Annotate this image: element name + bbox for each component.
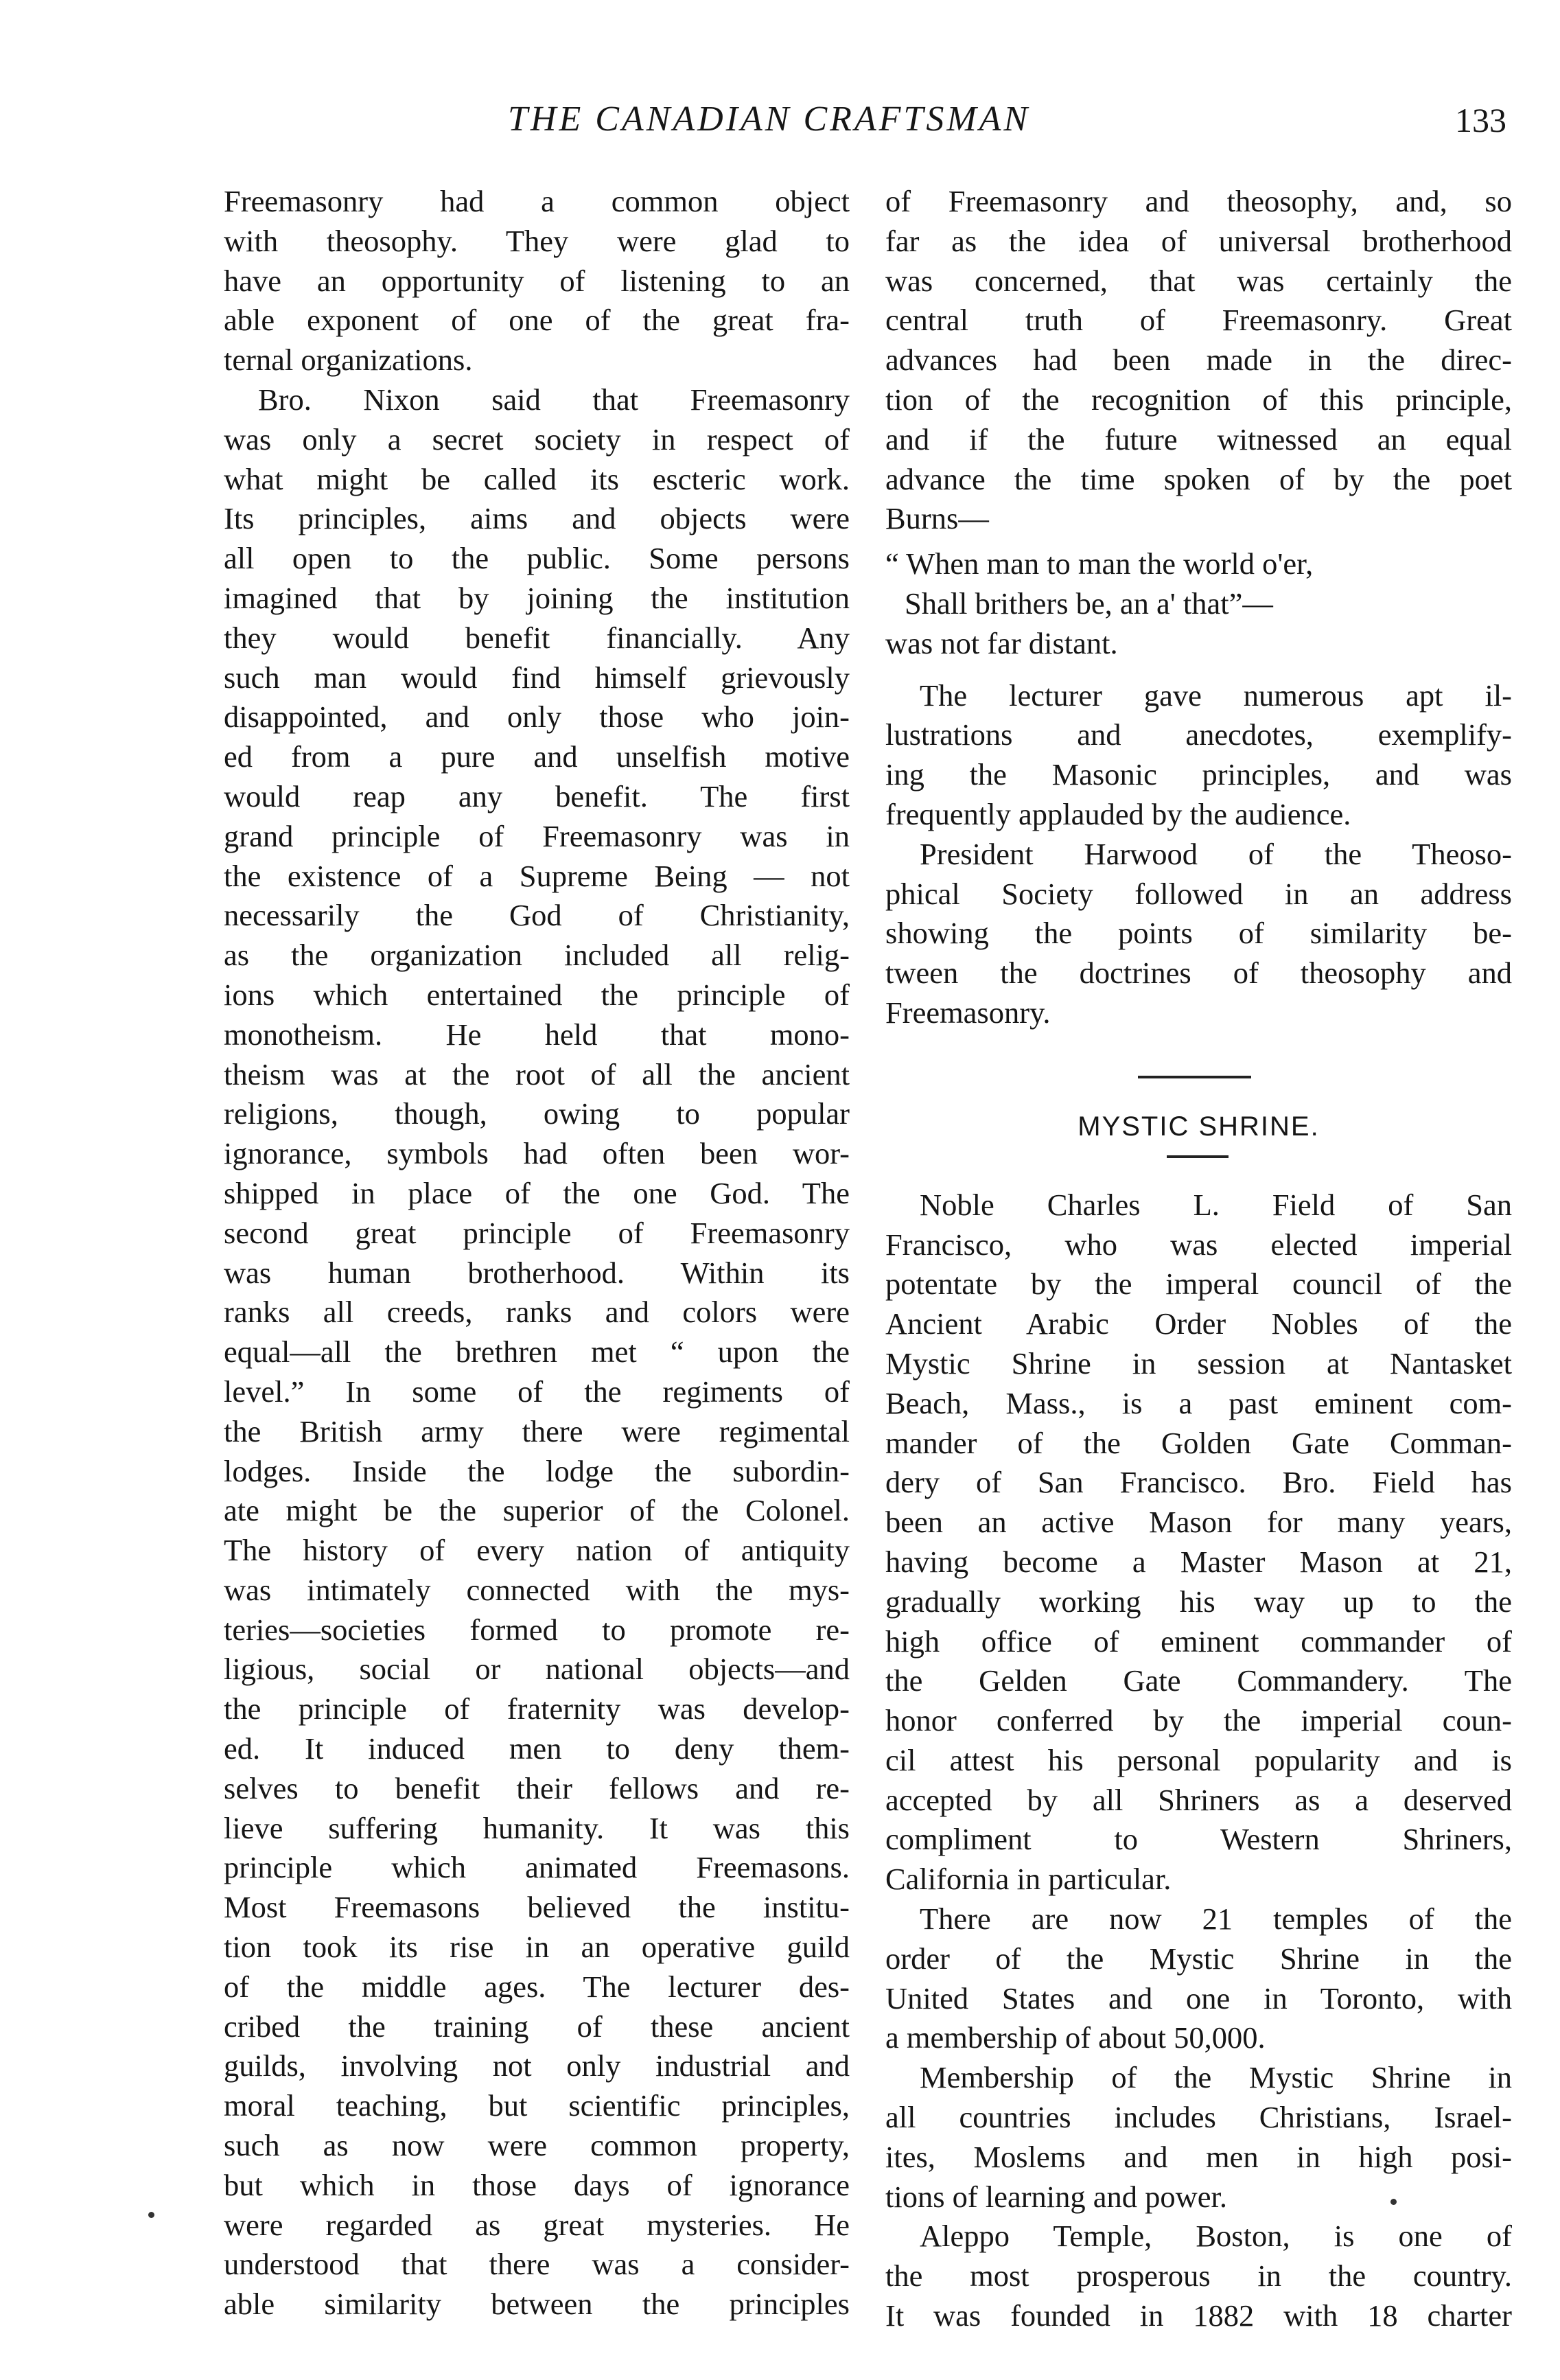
paragraph [885, 1186, 1512, 1899]
text-line: lustrations and anecdotes, exemplify- [885, 717, 1512, 752]
text-line: tions of learning and power. [885, 2179, 1228, 2214]
text-line: necessarily the God of Christianity, [224, 898, 850, 933]
text-line: been an active Mason for many years, [885, 1505, 1512, 1540]
text-line: The history of every nation of antiquity [224, 1533, 850, 1568]
text-line: Mystic Shrine in session at Nantasket [885, 1345, 1512, 1380]
paragraph [885, 624, 1512, 664]
text-line: central truth of Freemasonry. Great [885, 303, 1512, 338]
text-line: The lecturer gave numerous apt il- [920, 678, 1512, 713]
paragraph [224, 380, 850, 2324]
text-line: understood that there was a consider- [224, 2247, 850, 2282]
text-line: the existence of a Supreme Being — not [224, 858, 850, 893]
paragraph [885, 182, 1512, 539]
text-line: Most Freemasons believed the institu- [224, 1890, 850, 1925]
text-line: of the middle ages. The lecturer des- [224, 1969, 850, 2004]
text-line: was human brotherhood. Within its [224, 1255, 850, 1290]
text-line: moral teaching, but scientific principles, [224, 2088, 850, 2123]
text-line: monotheism. He held that mono- [224, 1017, 850, 1052]
text-line: phical Society followed in an address [885, 876, 1512, 911]
text-line: high office of eminent commander of [885, 1624, 1512, 1659]
text-line: lieve suffering humanity. It was this [224, 1810, 850, 1845]
text-line: and if the future witnessed an equal [885, 421, 1512, 457]
text-line: guilds, involving not only industrial and [224, 2048, 850, 2083]
text-line: the principle of fraternity was develop- [224, 1691, 850, 1726]
text-line: they would benefit financially. Any [224, 620, 850, 655]
text-line: theism was at the root of all the ancient [224, 1056, 850, 1091]
print-speck [1390, 2199, 1397, 2205]
text-line: ites, Moslems and men in high posi- [885, 2139, 1512, 2174]
text-line: Beach, Mass., is a past eminent com- [885, 1385, 1512, 1420]
text-line: Bro. Nixon said that Freemasonry [258, 382, 850, 417]
text-line: religions, though, owing to popular [224, 1096, 850, 1131]
text-line: with theosophy. They were glad to [224, 223, 850, 258]
text-line: Noble Charles L. Field of San [920, 1187, 1512, 1222]
text-line: as the organization included all relig- [224, 938, 850, 973]
text-line: imagined that by joining the institution [224, 580, 850, 615]
text-line: Freemasonry. [885, 995, 1051, 1030]
text-line: able similarity between the principles [224, 2287, 850, 2322]
text-line: Freemasonry had a common object [224, 184, 850, 218]
verse-quote [885, 544, 1512, 624]
paragraph [885, 676, 1512, 835]
text-line: order of the Mystic Shrine in the [885, 1941, 1512, 1976]
text-line: gradually working his way up to the [885, 1584, 1512, 1619]
right-column [885, 182, 1512, 2336]
text-line: such man would find himself grievously [224, 660, 850, 695]
text-line: ed. It induced men to deny them- [224, 1731, 850, 1766]
text-line: grand principle of Freemasonry was in [224, 818, 850, 853]
text-line: Its principles, aims and objects were [224, 501, 850, 536]
verse-line: Shall brithers be, an a' that”— [905, 586, 1273, 621]
text-line: tion took its rise in an operative guild [224, 1930, 850, 1965]
text-line: level.” In some of the regiments of [224, 1374, 850, 1409]
text-line: honor conferred by the imperial coun- [885, 1703, 1512, 1738]
text-line: dery of San Francisco. Bro. Field has [885, 1465, 1512, 1500]
paragraph [224, 182, 850, 380]
text-line: advances had been made in the direc- [885, 343, 1512, 378]
text-line: compliment to Western Shriners, [885, 1822, 1512, 1857]
paragraph [885, 2217, 1512, 2335]
text-line: tion of the recognition of this principle, [885, 382, 1512, 417]
text-line: California in particular. [885, 1862, 1172, 1897]
text-line: have an opportunity of listening to an [224, 263, 850, 298]
text-line: There are now 21 temples of the [920, 1902, 1512, 1937]
text-line: was intimately connected with the mys- [224, 1572, 850, 1607]
text-line: frequently applauded by the audience. [885, 796, 1351, 831]
section-divider [1138, 1076, 1251, 1078]
paragraph [885, 835, 1512, 1033]
text-line: second great principle of Freemasonry [224, 1215, 850, 1250]
text-line: ignorance, symbols had often been wor- [224, 1136, 850, 1171]
left-column [224, 182, 850, 2324]
text-line: a membership of about 50,000. [885, 2020, 1266, 2055]
text-line: shipped in place of the one God. The [224, 1175, 850, 1210]
text-line: able exponent of one of the great fra- [224, 303, 850, 338]
text-line: ed from a pure and unselfish motive [224, 739, 850, 774]
text-line: Membership of the Mystic Shrine in [920, 2060, 1512, 2095]
text-line: ternal organizations. [224, 343, 473, 378]
text-line: ions which entertained the principle of [224, 977, 850, 1012]
running-title: THE CANADIAN CRAFTSMAN [508, 100, 1031, 139]
text-line: accepted by all Shriners as a deserved [885, 1782, 1512, 1817]
text-line: mander of the Golden Gate Comman- [885, 1425, 1512, 1460]
text-line: of Freemasonry and theosophy, and, so [885, 184, 1512, 218]
paragraph [885, 2058, 1512, 2217]
page-number: 133 [1455, 101, 1506, 139]
section-heading: MYSTIC SHRINE. [1078, 1111, 1320, 1142]
text-line: the Gelden Gate Commandery. The [885, 1663, 1512, 1698]
text-line: all countries includes Christians, Israel- [885, 2100, 1512, 2135]
text-line: the British army there were regimental [224, 1413, 850, 1448]
text-line: disappointed, and only those who join- [224, 700, 850, 735]
text-line: selves to benefit their fellows and re- [224, 1770, 850, 1805]
text-line: cil attest his personal popularity and is [885, 1742, 1512, 1777]
text-line: President Harwood of the Theoso- [920, 836, 1512, 871]
text-line: far as the idea of universal brotherhood [885, 223, 1512, 258]
text-line: advance the time spoken of by the poet [885, 461, 1512, 496]
text-line: were regarded as great mysteries. He [224, 2207, 850, 2242]
text-line: United States and one in Toronto, with [885, 1980, 1512, 2015]
text-line: Burns— [885, 501, 989, 536]
text-line: Ancient Arabic Order Nobles of the [885, 1306, 1512, 1341]
text-line: It was founded in 1882 with 18 charter [885, 2298, 1512, 2333]
paragraph [885, 1899, 1512, 2058]
text-line: potentate by the imperal council of the [885, 1267, 1512, 1302]
text-line: principle which animated Freemasons. [224, 1850, 850, 1885]
text-line: such as now were common property, [224, 2128, 850, 2163]
text-line: ate might be the superior of the Colonel. [224, 1493, 850, 1528]
print-speck [148, 2212, 154, 2218]
text-line: was not far distant. [885, 625, 1118, 660]
text-line: but which in those days of ignorance [224, 2167, 850, 2202]
text-line: what might be called its escteric work. [224, 461, 850, 496]
verse-line: “ When man to man the world o'er, [885, 546, 1314, 581]
text-line: lodges. Inside the lodge the subordin- [224, 1453, 850, 1488]
text-line: was only a secret society in respect of [224, 421, 850, 457]
text-line: showing the points of similarity be- [885, 916, 1512, 951]
text-line: all open to the public. Some persons [224, 541, 850, 576]
text-line: cribed the training of these ancient [224, 2009, 850, 2044]
text-line: tween the doctrines of theosophy and [885, 956, 1512, 991]
text-line: ing the Masonic principles, and was [885, 757, 1512, 792]
text-line: Francisco, who was elected imperial [885, 1227, 1512, 1262]
text-line: teries—societies formed to promote re- [224, 1612, 850, 1647]
text-line: having become a Master Mason at 21, [885, 1544, 1512, 1579]
heading-underline [1167, 1155, 1229, 1158]
text-line: the most prosperous in the country. [885, 2258, 1512, 2294]
text-line: ranks all creeds, ranks and colors were [224, 1295, 850, 1330]
text-line: was concerned, that was certainly the [885, 263, 1512, 298]
text-line: would reap any benefit. The first [224, 778, 850, 813]
text-line: Aleppo Temple, Boston, is one of [920, 2219, 1512, 2254]
text-line: ligious, social or national objects—and [224, 1652, 850, 1687]
text-line: equal—all the brethren met “ upon the [224, 1335, 850, 1370]
